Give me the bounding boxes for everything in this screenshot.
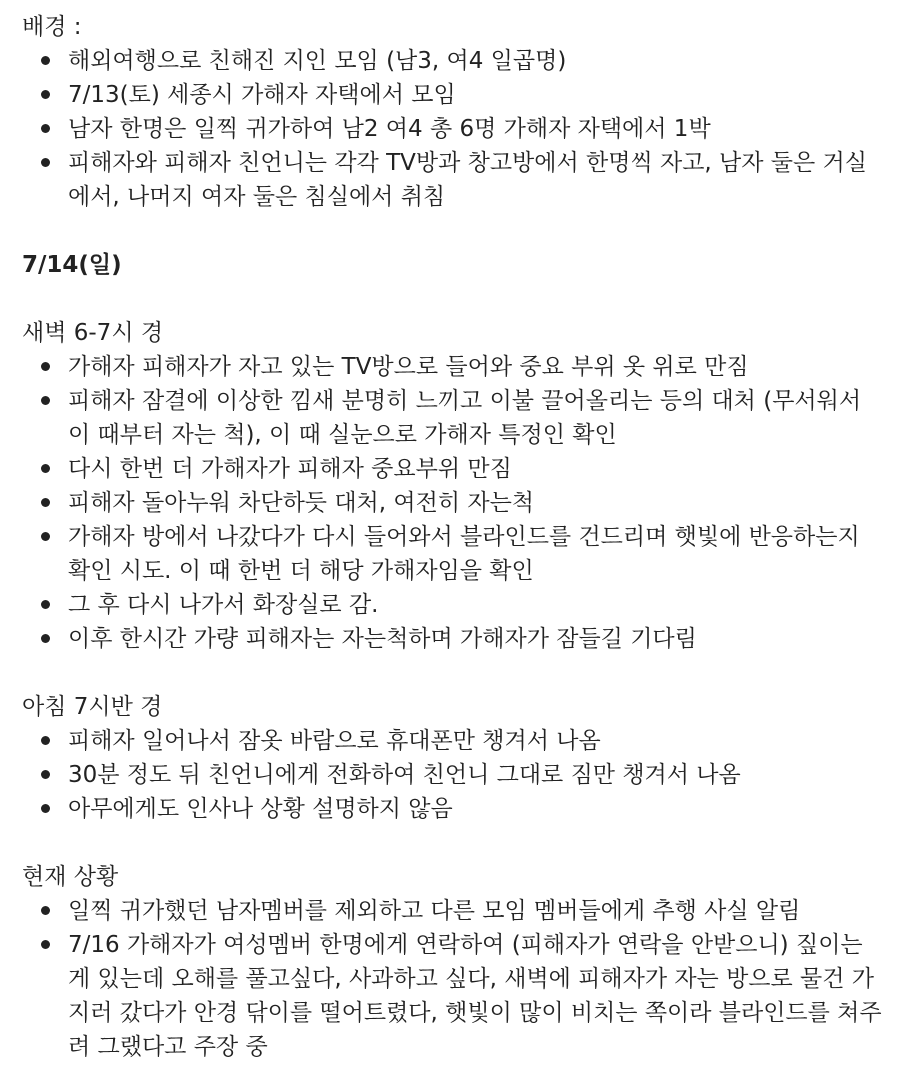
spacer <box>22 826 904 860</box>
section-heading: 배경 : <box>22 14 82 40</box>
section-heading: 새벽 6-7시 경 <box>22 320 164 346</box>
bullet-list <box>22 894 888 1064</box>
list-item: 다시 한번 더 가해자가 피해자 중요부위 만짐 <box>68 452 888 486</box>
list-item: 가해자 방에서 나갔다가 다시 들어와서 블라인드를 건드리며 햇빛에 반응하는지 확인 시도. 이 때 한번 더 해당 가해자임을 확인 <box>68 520 888 588</box>
list-item: 30분 정도 뒤 친언니에게 전화하여 친언니 그대로 짐만 챙겨서 나옴 <box>68 758 888 792</box>
list-item: 7/16 가해자가 여성멤버 한명에게 연락하여 (피해자가 연락을 안받으니) 짚이는 게 있는데 오해를 풀고싶다, 사과하고 싶다, 새벽에 피해자가 자는 방으로 물건 가지러 갔다가 안경 닦이를 떨어트렸다, 햇빛이 많이 비치는 쪽이라 블라인드를 쳐주려 그랬다고 주장 중 <box>68 928 888 1064</box>
section-heading: 아침 7시반 경 <box>22 694 163 720</box>
bullet-list <box>22 44 888 214</box>
section-current-status <box>22 860 904 1064</box>
list-item: 그 후 다시 나가서 화장실로 감. <box>68 588 888 622</box>
bullet-list <box>22 724 888 826</box>
spacer <box>22 282 904 316</box>
section-background <box>22 10 904 214</box>
list-item: 피해자와 피해자 친언니는 각각 TV방과 창고방에서 한명씩 자고, 남자 둘은 거실에서, 나머지 여자 둘은 침실에서 취침 <box>68 146 888 214</box>
list-item: 피해자 잠결에 이상한 낌새 분명히 느끼고 이불 끌어올리는 등의 대처 (무서워서 이 때부터 자는 척), 이 때 실눈으로 가해자 특정인 확인 <box>68 384 888 452</box>
section-morning <box>22 690 904 826</box>
list-item: 피해자 돌아누워 차단하듯 대처, 여전히 자는척 <box>68 486 888 520</box>
list-item: 7/13(토) 세종시 가해자 자택에서 모임 <box>68 78 888 112</box>
list-item: 이후 한시간 가량 피해자는 자는척하며 가해자가 잠들길 기다림 <box>68 622 888 656</box>
list-item: 피해자 일어나서 잠옷 바람으로 휴대폰만 챙겨서 나옴 <box>68 724 888 758</box>
date-heading: 7/14(일) <box>22 252 122 278</box>
list-item: 해외여행으로 친해진 지인 모임 (남3, 여4 일곱명) <box>68 44 888 78</box>
list-item: 일찍 귀가했던 남자멤버를 제외하고 다른 모임 멤버들에게 추행 사실 알림 <box>68 894 888 928</box>
section-date <box>22 248 904 282</box>
list-item: 아무에게도 인사나 상황 설명하지 않음 <box>68 792 888 826</box>
spacer <box>22 214 904 248</box>
section-dawn <box>22 316 904 656</box>
spacer <box>22 656 904 690</box>
list-item: 가해자 피해자가 자고 있는 TV방으로 들어와 중요 부위 옷 위로 만짐 <box>68 350 888 384</box>
section-heading: 현재 상황 <box>22 864 119 890</box>
bullet-list <box>22 350 888 656</box>
list-item: 남자 한명은 일찍 귀가하여 남2 여4 총 6명 가해자 자택에서 1박 <box>68 112 888 146</box>
